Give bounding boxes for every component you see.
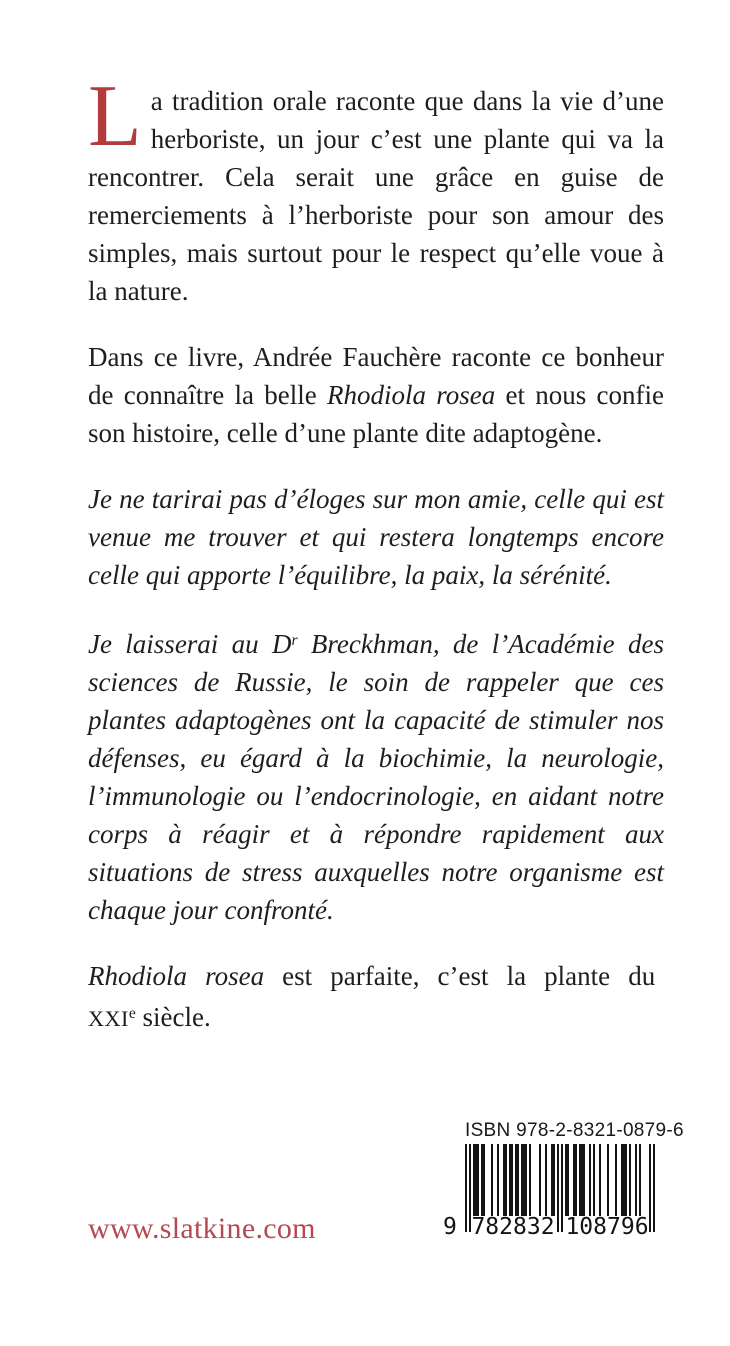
barcode-digit-group-2: 108796: [565, 1214, 649, 1240]
publisher-url: www.slatkine.com: [88, 1212, 316, 1245]
text-segment: Je laisserai au D: [88, 628, 292, 659]
text-segment: Je ne tarirai pas d’éloges sur mon amie, celle qui est venue me trouver et qui restera longtemps encore celle qui apporte l’équilibre, la paix, la sérénité.: [88, 484, 664, 590]
text-segment: r: [291, 632, 298, 649]
drop-cap-letter: L: [88, 68, 142, 165]
isbn-label: ISBN 978-2-8321-0879-6: [465, 1120, 684, 1141]
text-segment: a tradition orale raconte que dans la vie d’une herboriste, un jour c’est une plante qui va la rencontrer. Cela serait une grâce en guise de remerciements à l’herboriste pour son amour des simples, mais surtout pour le respect qu’elle voue à la nature.: [88, 86, 664, 306]
text-segment: Rhodiola rosea: [88, 960, 265, 991]
paragraph-conclusion: [88, 957, 664, 1038]
paragraph-quote-1: [88, 480, 664, 594]
barcode-digit-lead: 9: [443, 1214, 457, 1240]
text-segment: Breckhman, de l’Académie des sciences de Russie, le soin de rappeler que ces plantes adaptogènes ont la capacité de stimuler nos défenses, eu égard à la biochimie, la neurologie, l’immunologie ou l’endocrinologie, en aidant notre corps à réagir et à répondre rapidement aux situations de stress auxquelles notre organisme est chaque jour confronté.: [88, 628, 664, 925]
barcode-digit-group-1: 782832: [471, 1214, 555, 1240]
paragraph-quote-2: [88, 622, 664, 929]
text-segment: Rhodiola rosea: [326, 380, 496, 410]
text-segment: XXI: [88, 1005, 129, 1031]
paragraph-intro: [88, 68, 664, 310]
text-segment: et nous confie son histoire, celle d’une plante dite adaptogène.: [88, 380, 664, 448]
text-segment: Dans ce livre, Andrée Fauchère raconte ce bonheur de connaître la belle: [88, 342, 664, 410]
text-segment: e: [128, 1004, 136, 1022]
paragraph-presentation: [88, 338, 664, 452]
back-cover-text-block: [88, 68, 664, 1038]
text-segment: est parfaite, c’est la plante du: [264, 960, 656, 991]
text-segment: siècle.: [135, 1001, 211, 1032]
barcode-block: [443, 1118, 684, 1248]
